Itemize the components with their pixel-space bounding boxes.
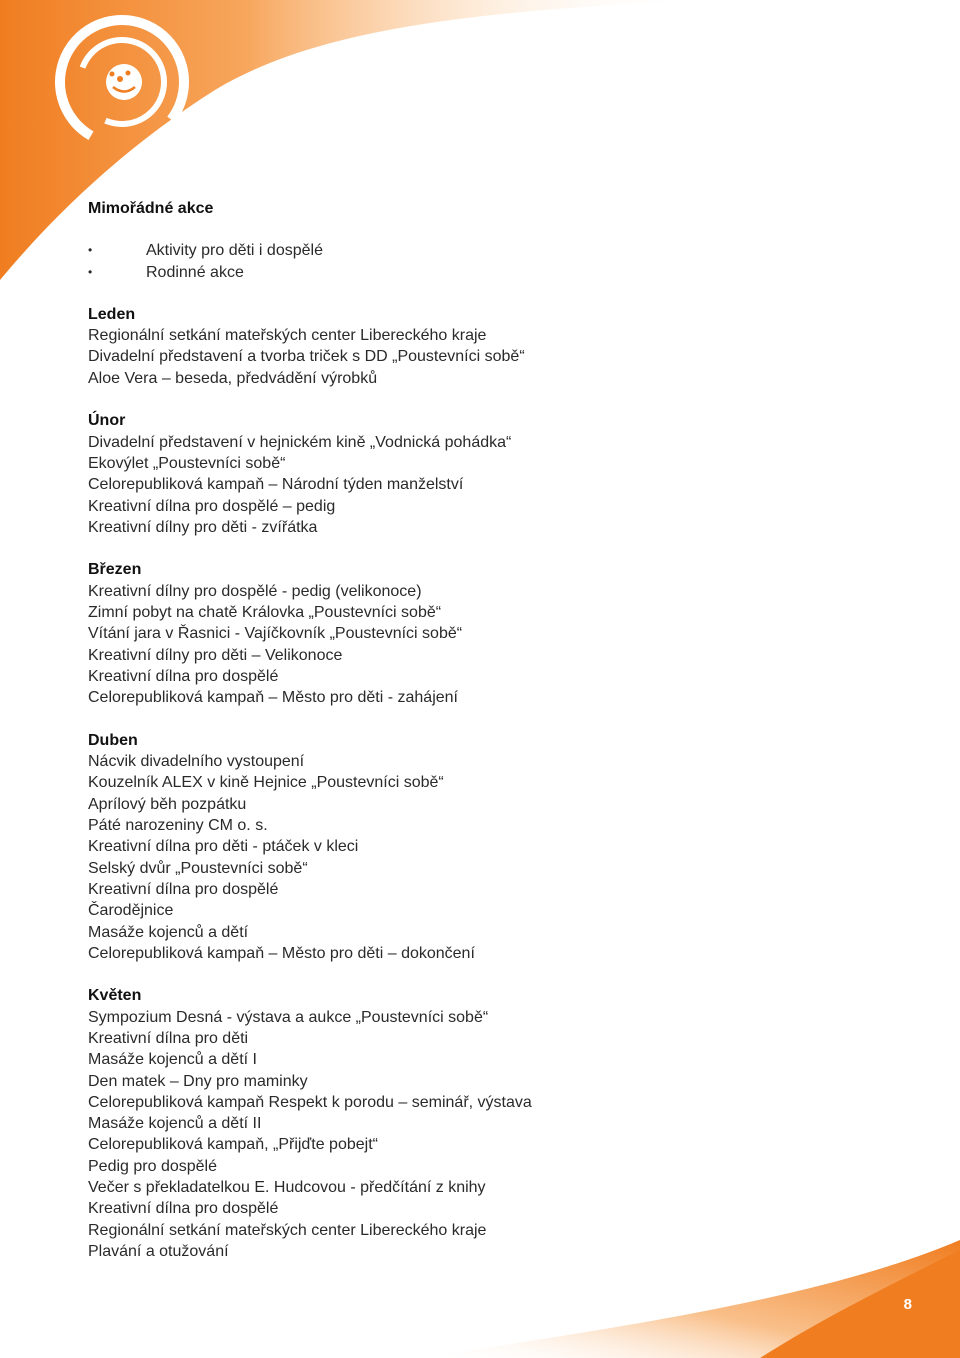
event-line: Kreativní dílna pro dospělé (88, 1200, 279, 1218)
event-line: Kreativní dílna pro dospělé (88, 667, 279, 685)
event-line: Divadelní představení a tvorba triček s DD „Poustevníci sobě“ (88, 348, 525, 366)
event-line: Kouzelník ALEX v kině Hejnice „Poustevníci sobě“ (88, 774, 444, 792)
event-line: Selský dvůr „Poustevníci sobě“ (88, 859, 308, 877)
section-kveten (88, 985, 788, 1262)
event-line: Kreativní dílny pro dospělé - pedig (velikonoce) (88, 582, 422, 600)
event-line: Aloe Vera – beseda, předvádění výrobků (88, 369, 378, 387)
bullet-item (88, 240, 788, 261)
event-line: Celorepubliková kampaň – Město pro děti - zahájení (88, 689, 458, 707)
event-line: Kreativní dílna pro dospělé – pedig (88, 497, 336, 515)
bullet-label: Rodinné akce (146, 263, 244, 281)
bullet-list (88, 240, 788, 283)
content (88, 198, 788, 1284)
event-line: Kreativní dílny pro děti – Velikonoce (88, 646, 343, 664)
event-line: Kreativní dílna pro dospělé (88, 880, 279, 898)
section-unor (88, 410, 788, 538)
section-leden (88, 304, 788, 389)
event-line: Kreativní dílna pro děti - ptáček v kleci (88, 838, 359, 856)
event-line: Divadelní představení v hejnickém kině „Vodnická pohádka“ (88, 433, 512, 451)
event-line: Plavání a otužování (88, 1242, 229, 1260)
event-line: Celorepubliková kampaň, „Přijďte pobejt“ (88, 1136, 378, 1154)
section-duben (88, 730, 788, 964)
page-number: 8 (903, 1296, 912, 1313)
bullet-icon: • (88, 243, 93, 258)
event-line: Nácvik divadelního vystoupení (88, 753, 305, 771)
event-line: Ekovýlet „Poustevníci sobě“ (88, 454, 286, 472)
bullet-icon: • (88, 264, 93, 279)
event-line: Večer s překladatelkou E. Hudcovou - předčítání z knihy (88, 1179, 486, 1197)
event-line: Celorepubliková kampaň – Národní týden manželství (88, 476, 464, 494)
event-line: Pedig pro dospělé (88, 1157, 217, 1175)
event-line: Masáže kojenců a dětí I (88, 1051, 257, 1069)
event-line: Vítání jara v Řasnici - Vajíčkovník „Poustevníci sobě“ (88, 625, 463, 643)
section-heading: Únor (88, 412, 126, 430)
event-line: Celorepubliková kampaň Respekt k porodu – seminář, výstava (88, 1093, 532, 1111)
event-line: Regionální setkání mateřských center Libereckého kraje (88, 1221, 487, 1239)
page-title: Mimořádné akce (88, 200, 214, 217)
section-brezen (88, 559, 788, 708)
event-line: Masáže kojenců a dětí II (88, 1115, 262, 1133)
bullet-item (88, 262, 788, 283)
event-line: Den matek – Dny pro maminky (88, 1072, 308, 1090)
event-line: Celorepubliková kampaň – Město pro děti – dokončení (88, 944, 475, 962)
event-line: Kreativní dílna pro děti (88, 1029, 249, 1047)
event-line: Sympozium Desná - výstava a aukce „Poustevníci sobě“ (88, 1008, 489, 1026)
section-heading: Březen (88, 561, 142, 579)
event-line: Páté narozeniny CM o. s. (88, 817, 268, 835)
event-line: Kreativní dílny pro děti - zvířátka (88, 518, 318, 536)
section-heading: Duben (88, 731, 138, 749)
event-line: Regionální setkání mateřských center Libereckého kraje (88, 327, 487, 345)
section-heading: Leden (88, 305, 136, 323)
event-line: Aprílový běh pozpátku (88, 795, 247, 813)
event-line: Čarodějnice (88, 902, 174, 920)
bullet-label: Aktivity pro děti i dospělé (146, 242, 323, 260)
event-line: Masáže kojenců a dětí (88, 923, 249, 941)
section-heading: Květen (88, 987, 142, 1005)
event-line: Zimní pobyt na chatě Královka „Poustevníci sobě“ (88, 604, 442, 622)
